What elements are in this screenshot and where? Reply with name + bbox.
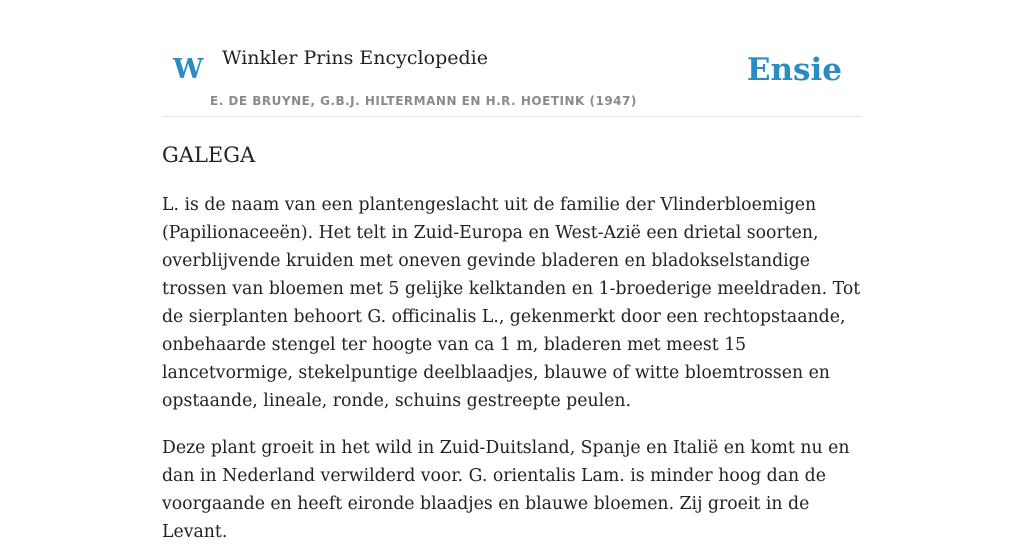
source-header — [162, 0, 862, 117]
source-title[interactable]: Winkler Prins Encyclopedie — [222, 47, 488, 69]
ensie-logo[interactable]: Ensie — [746, 52, 842, 88]
entry-paragraph: Deze plant groeit in het wild in Zuid-Duitsland, Spanje en Italië en komt nu en dan in Nederland verwilderd voor. G. orientalis Lam. is minder hoog dan de voorgaande en heeft eironde blaadjes en blauwe bloemen. Zij groeit in de Levant. — [162, 438, 850, 542]
entry-paragraph: L. is de naam van een plantengeslacht uit de familie der Vlinderbloemigen (Papilionaceeën). Het telt in Zuid-Europa en West-Azië een drietal soorten, overblijvende kruiden met oneven gevinde bladeren en bladokselstandige trossen van bloemen met 5 gelijke kelktanden en 1-broederige meeldraden. Tot de sierplanten behoort G. officinalis L., gekenmerkt door een rechtopstaande, onbehaarde stengel ter hoogte van ca 1 m, bladeren met meest 15 lancetvormige, stekelpuntige deelblaadjes, blauwe of witte bloemtrossen en opstaande, lineale, ronde, schuins gestreepte peulen. — [162, 195, 861, 411]
entry-content — [162, 138, 864, 546]
entry-title: GALEGA — [162, 143, 256, 167]
source-authors: E. DE BRUYNE, G.B.J. HILTERMANN EN H.R. HOETINK (1947) — [210, 94, 637, 108]
winkler-prins-logo-icon[interactable]: W — [173, 54, 204, 85]
